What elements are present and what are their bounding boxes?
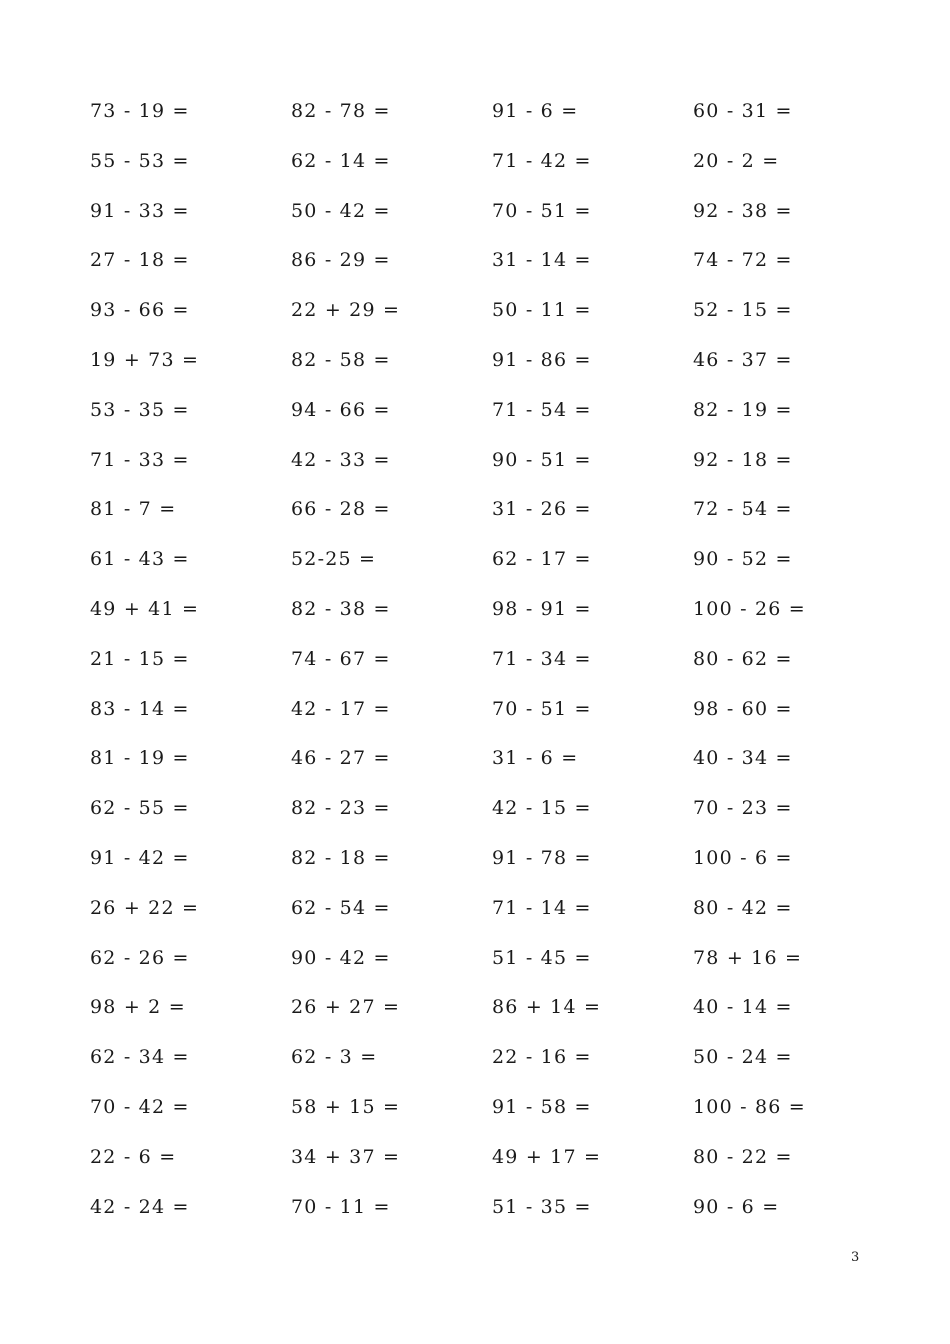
problem: 60 - 31 = [693, 100, 793, 122]
problem: 98 + 2 = [90, 996, 186, 1019]
problem: 80 - 42 = [693, 896, 793, 919]
problem: 62 - 54 = [291, 896, 391, 919]
problem: 73 - 19 = [90, 100, 190, 122]
problem: 70 - 23 = [693, 797, 793, 820]
problem: 72 - 54 = [693, 498, 793, 521]
problem: 58 + 15 = [291, 1095, 401, 1118]
problem: 22 + 29 = [291, 299, 401, 322]
problem: 49 + 41 = [90, 597, 200, 620]
problem: 82 - 78 = [291, 100, 391, 122]
problem: 93 - 66 = [90, 299, 190, 322]
arithmetic-worksheet [90, 96, 910, 1241]
problem: 42 - 17 = [291, 697, 391, 720]
page-number: 3 [851, 1250, 860, 1265]
problem: 62 - 26 = [90, 946, 190, 969]
problem: 91 - 6 = [492, 100, 579, 122]
problem: 19 + 73 = [90, 348, 200, 371]
problem: 62 - 17 = [492, 548, 592, 571]
problem: 71 - 34 = [492, 647, 592, 670]
problem: 91 - 78 = [492, 846, 592, 869]
problem: 26 + 22 = [90, 896, 200, 919]
problem: 42 - 15 = [492, 797, 592, 820]
problem: 70 - 51 = [492, 199, 592, 222]
problem: 82 - 38 = [291, 597, 391, 620]
problem: 50 - 42 = [291, 199, 391, 222]
problem: 31 - 6 = [492, 747, 579, 770]
problem: 86 + 14 = [492, 996, 602, 1019]
problem: 100 - 6 = [693, 846, 793, 869]
problem: 62 - 34 = [90, 1046, 190, 1069]
problem: 66 - 28 = [291, 498, 391, 521]
problem: 90 - 42 = [291, 946, 391, 969]
problem: 100 - 86 = [693, 1095, 806, 1118]
problem: 78 + 16 = [693, 946, 803, 969]
problem: 94 - 66 = [291, 398, 391, 421]
problem: 91 - 86 = [492, 348, 592, 371]
problem: 86 - 29 = [291, 249, 391, 272]
problem: 74 - 67 = [291, 647, 391, 670]
problem: 100 - 26 = [693, 597, 806, 620]
problem: 98 - 91 = [492, 597, 592, 620]
problem: 21 - 15 = [90, 647, 190, 670]
problem: 81 - 19 = [90, 747, 190, 770]
problem: 31 - 26 = [492, 498, 592, 521]
problem: 90 - 6 = [693, 1195, 780, 1218]
problem: 81 - 7 = [90, 498, 177, 521]
problem: 82 - 18 = [291, 846, 391, 869]
problem: 90 - 52 = [693, 548, 793, 571]
problem: 71 - 54 = [492, 398, 592, 421]
problem: 70 - 11 = [291, 1195, 391, 1218]
problem: 71 - 33 = [90, 448, 190, 471]
problem: 83 - 14 = [90, 697, 190, 720]
problem: 52 - 15 = [693, 299, 793, 322]
problem: 62 - 55 = [90, 797, 190, 820]
problem: 91 - 58 = [492, 1095, 592, 1118]
problem: 51 - 35 = [492, 1195, 592, 1218]
problem: 91 - 42 = [90, 846, 190, 869]
problem: 70 - 51 = [492, 697, 592, 720]
problem: 52-25 = [291, 548, 377, 571]
problem: 53 - 35 = [90, 398, 190, 421]
problem: 27 - 18 = [90, 249, 190, 272]
problem: 20 - 2 = [693, 149, 780, 172]
problem: 62 - 14 = [291, 149, 391, 172]
problem: 71 - 14 = [492, 896, 592, 919]
problem: 40 - 14 = [693, 996, 793, 1019]
problem: 61 - 43 = [90, 548, 190, 571]
problem: 22 - 16 = [492, 1046, 592, 1069]
problem: 98 - 60 = [693, 697, 793, 720]
problem: 42 - 24 = [90, 1195, 190, 1218]
problem: 49 + 17 = [492, 1145, 602, 1168]
problem: 62 - 3 = [291, 1046, 378, 1069]
problem: 26 + 27 = [291, 996, 401, 1019]
problem: 40 - 34 = [693, 747, 793, 770]
problem: 22 - 6 = [90, 1145, 177, 1168]
problem: 92 - 38 = [693, 199, 793, 222]
problem: 42 - 33 = [291, 448, 391, 471]
problem: 82 - 58 = [291, 348, 391, 371]
problem: 46 - 27 = [291, 747, 391, 770]
problem: 50 - 11 = [492, 299, 592, 322]
problem: 70 - 42 = [90, 1095, 190, 1118]
problem: 71 - 42 = [492, 149, 592, 172]
problem: 80 - 62 = [693, 647, 793, 670]
problem: 90 - 51 = [492, 448, 592, 471]
problem: 31 - 14 = [492, 249, 592, 272]
problem: 55 - 53 = [90, 149, 190, 172]
problem: 74 - 72 = [693, 249, 793, 272]
problem: 46 - 37 = [693, 348, 793, 371]
problem: 91 - 33 = [90, 199, 190, 222]
problem: 92 - 18 = [693, 448, 793, 471]
problem: 82 - 19 = [693, 398, 793, 421]
problem: 51 - 45 = [492, 946, 592, 969]
problem: 34 + 37 = [291, 1145, 401, 1168]
problem: 50 - 24 = [693, 1046, 793, 1069]
problem: 80 - 22 = [693, 1145, 793, 1168]
problem: 82 - 23 = [291, 797, 391, 820]
